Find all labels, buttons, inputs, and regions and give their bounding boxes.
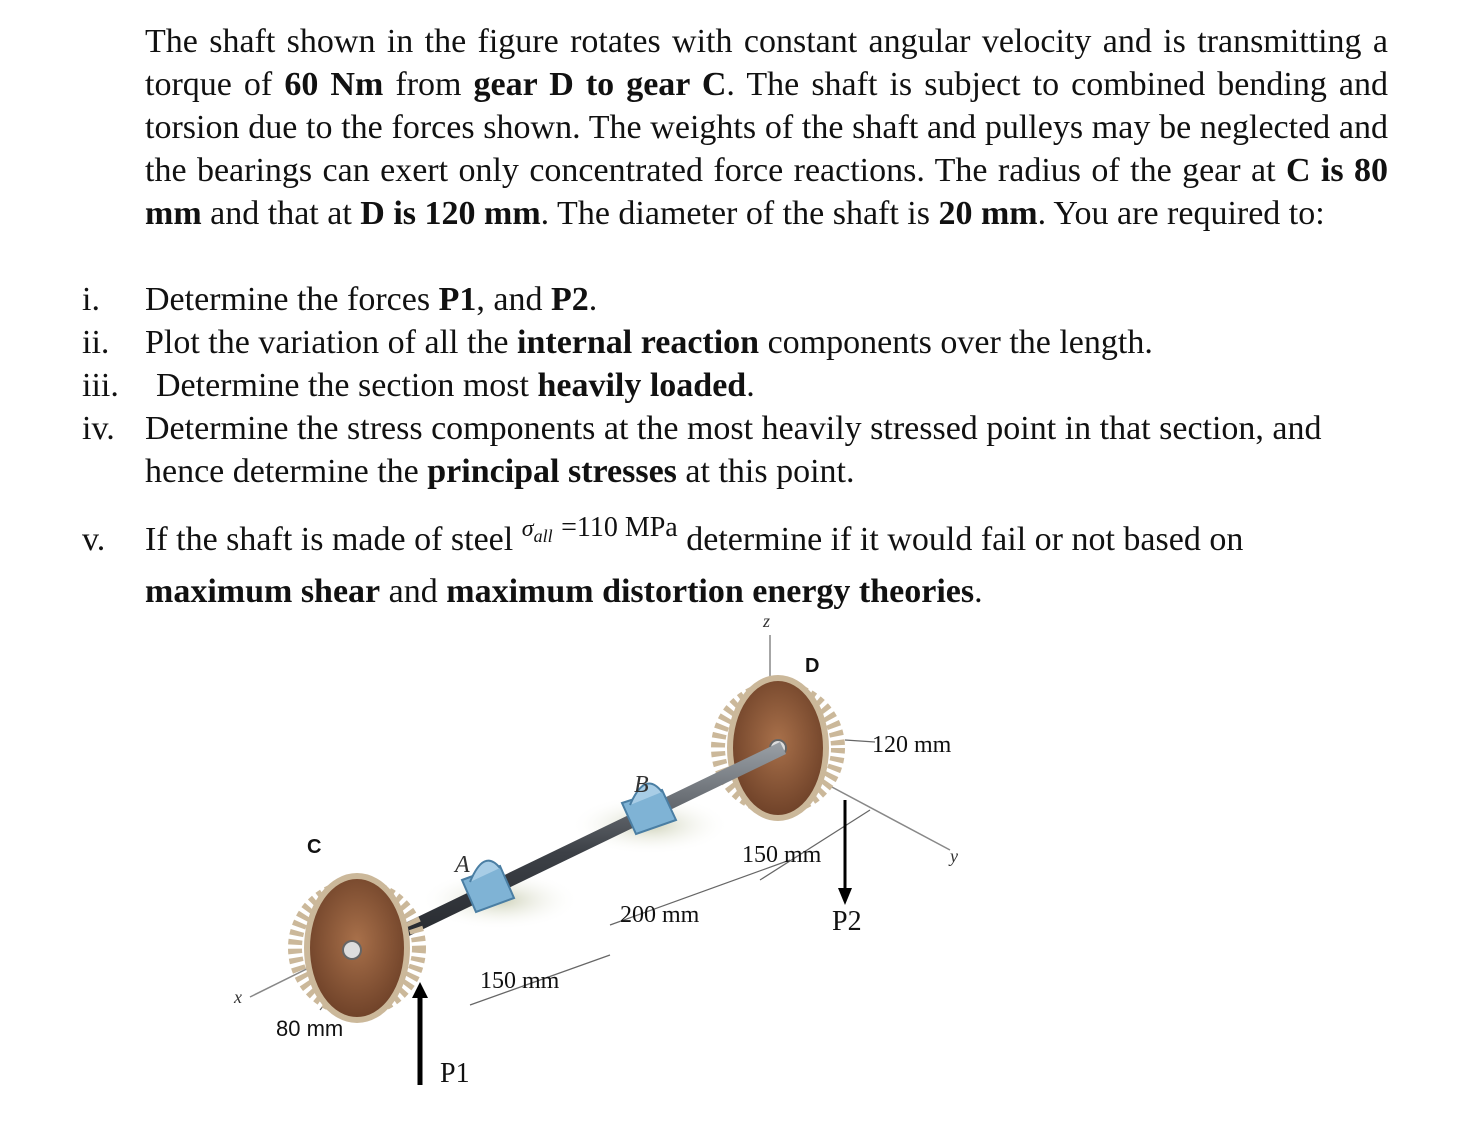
item-text: at this point. xyxy=(685,453,855,490)
label-a: A xyxy=(455,852,470,878)
sigma-subscript: all xyxy=(533,526,553,546)
item-number: i. xyxy=(82,281,100,318)
item-number: iv. xyxy=(82,410,115,447)
item-text: Determine the section most xyxy=(156,367,529,404)
item-text: . xyxy=(974,573,983,610)
label-120mm: 120 mm xyxy=(872,732,952,758)
force-p1-arrow xyxy=(412,982,428,1085)
label-200mm: 200 mm xyxy=(620,902,700,928)
label-z: z xyxy=(763,611,771,631)
intro-text-6: . You are required to: xyxy=(1037,195,1325,232)
allowable-stress: =110 MPa xyxy=(561,512,678,543)
d-radius: D is 120 mm xyxy=(360,195,541,232)
item-text: If the shaft is made of steel xyxy=(145,521,514,558)
label-150mm-right: 150 mm xyxy=(742,842,822,868)
force-p2-arrow xyxy=(838,800,852,905)
item-text: components over the length. xyxy=(767,324,1153,361)
item-number: v. xyxy=(82,521,106,558)
item-bold: maximum shear xyxy=(145,573,381,610)
item-number: ii. xyxy=(82,324,110,361)
label-y: y xyxy=(950,846,958,866)
item-bold: maximum distortion energy theories xyxy=(446,573,975,610)
label-80mm: 80 mm xyxy=(276,1016,344,1041)
intro-text-1: The shaft shown in the figure rotates with constant angular velocity and is transmitting a torque of xyxy=(145,23,1388,103)
intro-text-5: . The diameter of the shaft is xyxy=(540,195,930,232)
gear-c xyxy=(295,876,419,1020)
item-text: Determine the forces xyxy=(145,281,431,318)
label-p2: P2 xyxy=(832,906,862,937)
label-b: B xyxy=(634,772,649,798)
label-150mm-left: 150 mm xyxy=(480,968,560,994)
item-number: iii. xyxy=(82,367,119,404)
item-text: Plot the variation of all the xyxy=(145,324,509,361)
label-d: D xyxy=(805,655,820,677)
intro-text-2: from xyxy=(395,66,462,103)
label-p1: P1 xyxy=(440,1058,470,1089)
item-text: . xyxy=(746,367,755,404)
item-bold: heavily loaded xyxy=(537,367,747,404)
sigma-symbol: σ xyxy=(521,516,534,542)
intro-text-4: and that at xyxy=(210,195,352,232)
item-bold: P2 xyxy=(550,281,589,318)
item-bold: P1 xyxy=(438,281,477,318)
label-x: x xyxy=(234,987,242,1007)
gear-direction: gear D to gear C xyxy=(473,66,727,103)
label-c: C xyxy=(307,836,322,858)
item-text: determine if it would fail or not based on xyxy=(686,521,1244,558)
item-text: and xyxy=(388,573,438,610)
intro-text-3: . The shaft is subject to combined bending and torsion due to the forces shown. The weights of the shaft and pulleys may be neglected and the bearings can exert only concentrated force reactions. The radius of the gear at xyxy=(145,66,1388,189)
item-bold: internal reaction xyxy=(517,324,760,361)
item-text: , and xyxy=(476,281,543,318)
item-bold: principal stresses xyxy=(427,453,677,490)
item-text: Determine the stress components at the most heavily stressed point in that section, and hence determine the xyxy=(145,410,1322,490)
dim-120 xyxy=(845,740,875,742)
shaft-diameter: 20 mm xyxy=(938,195,1038,232)
c-radius: C is 80 mm xyxy=(145,152,1389,232)
item-text: . xyxy=(588,281,598,318)
torque-value: 60 Nm xyxy=(284,66,384,103)
